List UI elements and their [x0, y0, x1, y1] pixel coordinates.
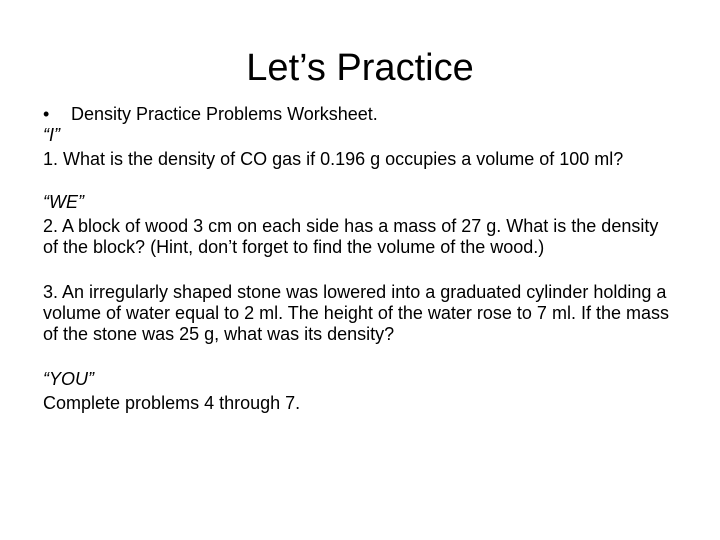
slide-title: Let’s Practice — [246, 47, 474, 89]
bullet-icon: • — [43, 104, 50, 124]
bullet-text: Density Practice Problems Worksheet. — [71, 104, 378, 124]
problem-1: 1. What is the density of CO gas if 0.196 g occupies a volume of 100 ml? — [43, 149, 624, 169]
label-i: “I” — [43, 125, 60, 145]
problem-2: 2. A block of wood 3 cm on each side has a mass of 27 g. What is the density of the block? (Hint, don’t forget to find the volume of the wood.) — [43, 216, 659, 257]
slide-content — [43, 104, 673, 414]
bullet-item — [43, 104, 673, 125]
closing-instruction: Complete problems 4 through 7. — [43, 393, 301, 413]
problem-3: 3. An irregularly shaped stone was lowered into a graduated cylinder holding a volume of water equal to 2 ml. The height of the water rose to 7 ml. If the mass of the stone was 25 g, what was its density? — [43, 282, 669, 344]
label-you: “YOU” — [43, 369, 94, 389]
label-we: “WE” — [43, 192, 84, 212]
